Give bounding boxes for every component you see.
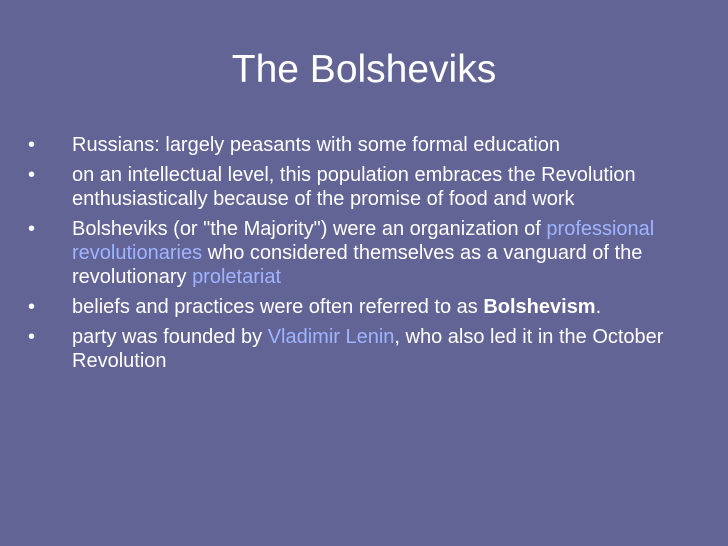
bullet-text-segment: , who also led it in the October Revolution — [72, 326, 664, 372]
bullet-text: Russians: largely peasants with some formal education — [72, 134, 561, 156]
bullet-item — [28, 163, 708, 211]
proletariat-link[interactable]: proletariat — [192, 266, 281, 288]
professional-revolutionaries-link[interactable]: professional revolutionaries — [72, 218, 655, 264]
bullet-marker: • — [28, 326, 36, 348]
vladimir-lenin-link[interactable]: Vladimir Lenin — [267, 326, 395, 348]
bullet-item — [28, 217, 708, 289]
bullet-text-segment: Bolsheviks (or "the Majority") were an organization of — [72, 218, 547, 240]
bullet-text-segment: who considered themselves as a vanguard of the revolutionary — [72, 242, 643, 288]
bullet-marker: • — [28, 296, 36, 318]
bullet-marker: • — [28, 134, 36, 156]
bullet-text-segment: party was founded by — [72, 326, 268, 348]
bullet-text-segment: . — [595, 296, 602, 318]
bullet-marker: • — [28, 164, 36, 186]
bullet-item — [28, 325, 708, 373]
slide-title: The Bolsheviks — [231, 48, 497, 91]
bullet-text: on an intellectual level, this population embraces the Revolution enthusiastically because of the promise of food and work — [72, 164, 636, 210]
bolshevism-term: Bolshevism — [483, 296, 596, 318]
bullet-marker: • — [28, 218, 36, 240]
bullet-text-segment: beliefs and practices were often referred to as — [72, 296, 484, 318]
bullet-item — [28, 295, 708, 319]
bullet-list — [28, 133, 708, 379]
bullet-item — [28, 133, 708, 157]
